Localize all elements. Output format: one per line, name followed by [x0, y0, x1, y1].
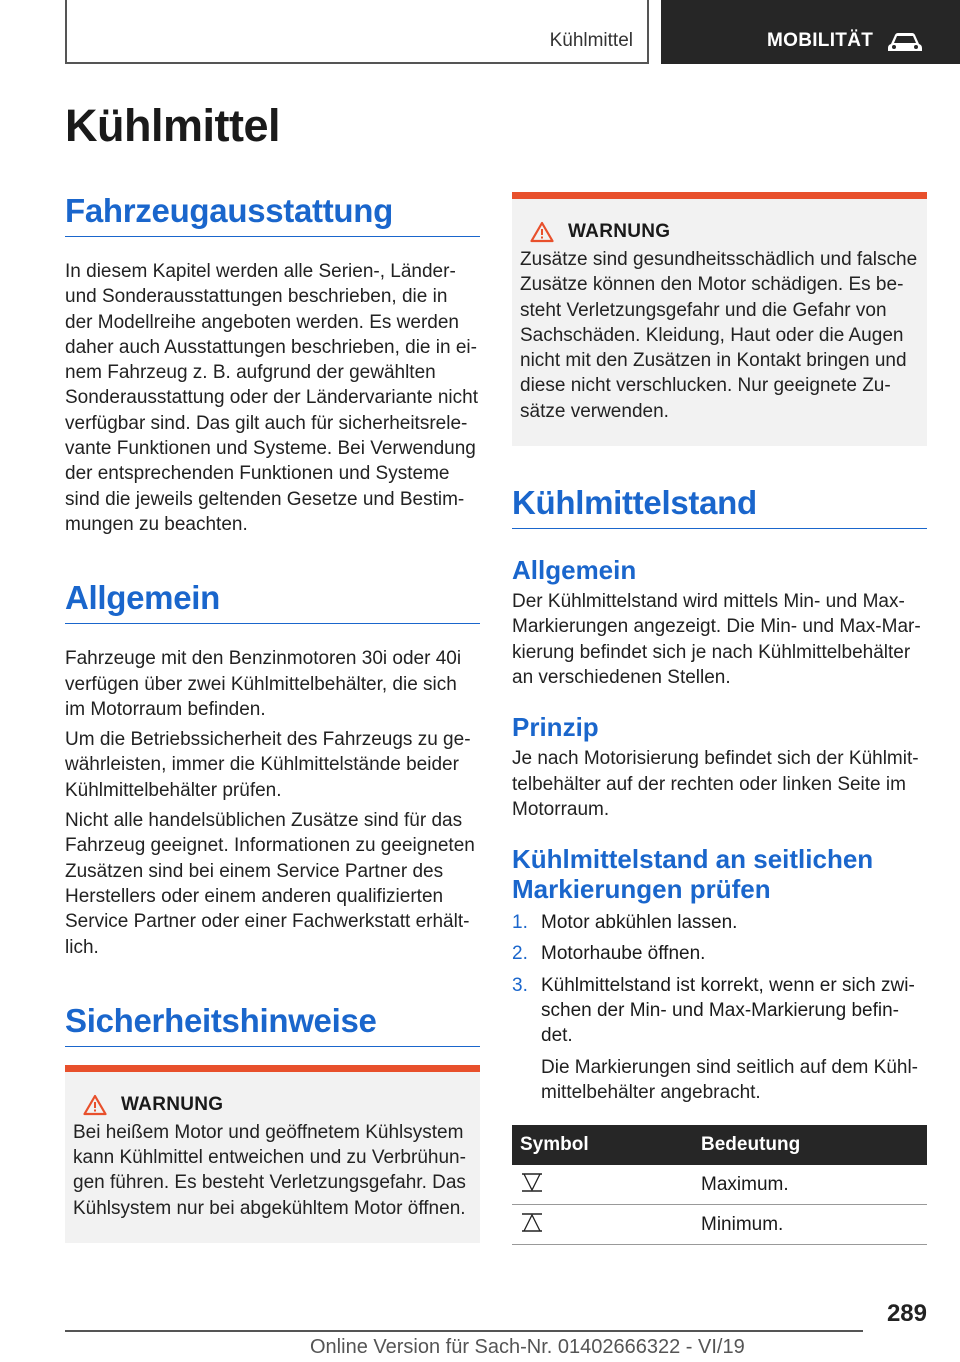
table-header-row	[512, 1125, 927, 1165]
list-item	[512, 910, 927, 935]
max-marker-icon	[520, 1171, 544, 1193]
warning-text: Bei heißem Motor und geöffnetem Kühlsystem kann Kühlmittel entweichen und zu Verbrühun- gen führen. Es besteht Verletzungsgefahr. Das Kühlsystem nur bei abgekühltem Motor öffnen.	[73, 1121, 466, 1219]
paragraph-general-2: Um die Betriebssicherheit des Fahrzeugs zu ge- währleisten, immer die Kühlmittelstände beider Kühlmittelbehälter prüfen.	[65, 729, 471, 801]
step-text: Motorhaube öffnen.	[541, 943, 706, 965]
step-text: Kühlmittelstand ist korrekt, wenn er sich zwi- schen der Min- und Max-Markierung befin- det.	[541, 974, 915, 1047]
meaning-cell: Minimum.	[693, 1205, 927, 1245]
paragraph-general-3: Nicht alle handelsüblichen Zusätze sind für das Fahrzeug geeignet. Informationen zu geeigneten Zusätzen sind bei einem Service Partner des Herstellers oder einem anderen qualifizierten Service Partner oder einer Fachwerkstatt erhält- lich.	[65, 810, 475, 958]
header-chapter-label: MOBILITÄT	[767, 30, 874, 51]
warning-box-additives	[512, 192, 927, 446]
left-column	[65, 192, 480, 1243]
table-row	[512, 1165, 927, 1205]
warning-box-hot-engine	[65, 1065, 480, 1243]
step-number: 3.	[512, 974, 528, 996]
step-text: Motor abkühlen lassen.	[541, 912, 738, 934]
step-number: 1.	[512, 912, 528, 934]
page-number: 289	[886, 1300, 927, 1327]
car-icon	[885, 30, 925, 54]
list-item	[512, 941, 927, 966]
column-header-symbol: Symbol	[512, 1125, 693, 1165]
header-chapter-tab	[661, 0, 960, 64]
heading-check-markings: Kühlmittelstand an seitlichen Markierungen prüfen	[512, 844, 874, 905]
step-number: 2.	[512, 943, 528, 965]
header-section-label: Kühlmittel	[549, 30, 633, 51]
heading-safety: Sicherheitshinweise	[65, 1002, 480, 1047]
warning-label: WARNUNG	[568, 221, 671, 242]
paragraph-principle: Je nach Motorisierung befindet sich der Kühlmit- telbehälter auf der rechten oder linken Seite im Motorraum.	[512, 748, 919, 820]
steps-list	[512, 910, 927, 1048]
table-row	[512, 1205, 927, 1245]
right-column	[512, 192, 927, 1245]
min-marker-icon	[520, 1211, 544, 1233]
heading-general: Allgemein	[65, 579, 480, 624]
step-note: Die Markierungen sind seitlich auf dem Kühl- mittelbehälter angebracht.	[541, 1056, 919, 1103]
paragraph-general-right: Der Kühlmittelstand wird mittels Min- und Max- Markierungen angezeigt. Die Min- und Max-Mar- kierung befindet sich je nach Kühlmittelbehälter an verschiedenen Stellen.	[512, 591, 921, 688]
list-item	[512, 973, 927, 1049]
warning-triangle-icon	[530, 221, 554, 243]
header-section-tab	[65, 0, 649, 64]
warning-text: Zusätze sind gesundheitsschädlich und falsche Zusätze können den Motor schädigen. Es be- steht Verletzungsgefahr und die Gefahr von Sachschäden. Kleidung, Haut oder die Augen nicht mit den Zusätzen in Kontakt bringen und diese nicht verschlucken. Nur geeignete Zu- sätze verwenden.	[520, 249, 918, 422]
symbol-table	[512, 1125, 927, 1245]
footer-divider	[65, 1330, 863, 1332]
heading-principle: Prinzip	[512, 712, 599, 743]
footer-text: Online Version für Sach-Nr. 01402666322 - VI/19	[310, 1336, 745, 1358]
paragraph-general-1: Fahrzeuge mit den Benzinmotoren 30i oder 40i verfügen über zwei Kühlmittelbehälter, die sich im Motorraum befinden.	[65, 648, 462, 720]
heading-vehicle-equipment: Fahrzeugausstattung	[65, 192, 480, 237]
column-header-meaning: Bedeutung	[693, 1125, 927, 1165]
meaning-cell: Maximum.	[693, 1165, 927, 1205]
heading-coolant-level: Kühlmittelstand	[512, 484, 927, 529]
warning-triangle-icon	[83, 1094, 107, 1116]
paragraph-vehicle-equipment: In diesem Kapitel werden alle Serien-, Länder- und Sonderausstattungen beschrieben, die in der Modellreihe angeboten werden. Es werden daher auch Ausstattungen beschrieben, die in ei- nem Fahrzeug z. B. aufgrund der gewählten Sonderausstattung oder der Ländervariante nicht verfügbar sind. Das gilt auch für sicherheitsrele- vante Funktionen und Systeme. Bei Verwendung der entsprechenden Funktionen und Systeme sind die jeweils geltenden Gesetze und Bestim- mungen zu beachten.	[65, 261, 478, 535]
heading-general-right: Allgemein	[512, 555, 637, 586]
warning-label: WARNUNG	[121, 1093, 224, 1115]
page-title: Kühlmittel	[65, 100, 280, 151]
